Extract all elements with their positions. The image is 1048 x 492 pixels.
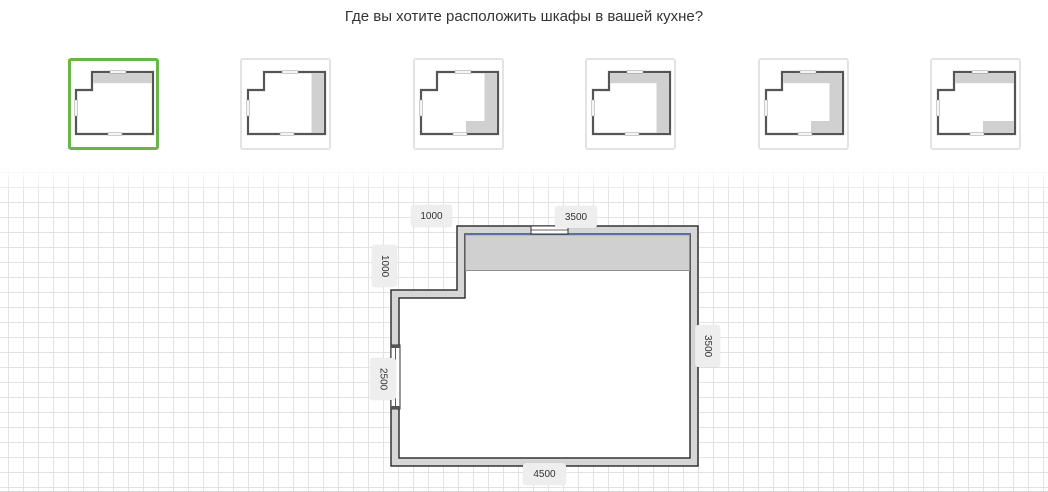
cabinet-top[interactable] [466,235,690,271]
question-title: Где вы хотите расположить шкафы в вашей кухне? [344,8,704,25]
window-left-top-cap [391,345,400,348]
window-left-bottom-cap [391,406,400,409]
dimension-left-upper-wall[interactable]: 1000 [372,245,397,287]
dimension-left-wall[interactable]: 2500 [370,358,396,400]
dimension-bottom-wall[interactable]: 4500 [523,463,566,485]
dimension-top-wall[interactable]: 3500 [555,206,597,228]
dimension-right-wall[interactable]: 3500 [695,325,720,367]
dimension-top-left-wall[interactable]: 1000 [411,205,452,227]
cabinet-top-body[interactable] [466,235,690,271]
